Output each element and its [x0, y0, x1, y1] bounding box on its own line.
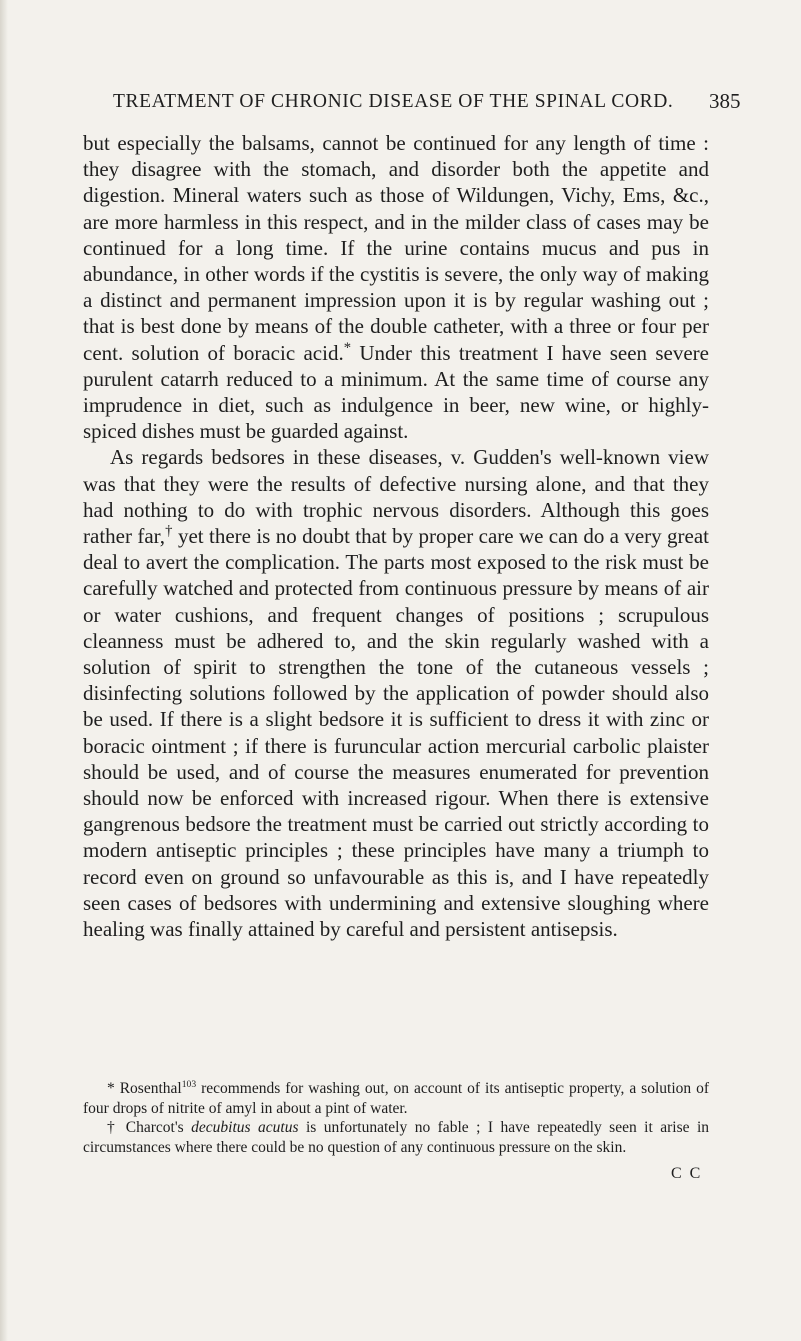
- page-number: 385: [709, 89, 741, 113]
- paragraph-2-end: yet there is no doubt that by proper care we can do a very great deal to avert the complication. The parts most exposed to the risk must be carefully watched and protected from continuous pressure by means of air or water cushions, and frequent changes of positions ; scrupulous cleanness must be adhered to, and the skin regularly washed with a solution of spirit to strengthen the tone of the cutaneous vessels ; disinfecting solutions followed by the application of powder should also be used. If there is a slight bedsore it is sufficient to dress it with zinc or boracic ointment ; if there is furuncular action mercurial carbolic plaister should be used, and of course the measures enumerated for prevention should now be enforced with increased rigour. When there is extensive gangrenous bedsore the treatment must be carried out strictly according to modern antiseptic principles ; these principles have many a triumph to record even on ground so unfavourable as this is, and I have repeatedly seen cases of bedsores with undermining and extensive sloughing where healing was finally attained by careful and persistent antisepsis.: [83, 524, 710, 942]
- footnote-ref-dagger: †: [165, 523, 173, 540]
- footnote-2-text-a: Charcot's: [118, 1119, 192, 1136]
- footnote-2-text-b: is unfortunately no fable ; I have repeatedly seen it arise in circumstances where there could be no question of any continuous pressure on the skin.: [83, 1119, 710, 1156]
- footnote-2-mark: †: [107, 1119, 119, 1136]
- footnote-2-italic: decubitus acutus: [191, 1119, 299, 1136]
- body-text: [83, 130, 709, 942]
- footnote-1-mark: *: [107, 1080, 115, 1097]
- paragraph-2-text: As regards bedsores in these diseases, v. Gudden's well-known view was that they were the results of defective nursing alone, and that they had nothing to do with trophic nervous disorders. Although this goes rather far,: [83, 445, 709, 549]
- footnote-1-text: recommends for washing out, on account of its antiseptic property, a solution of four drops of nitrite of amyl in about a pint of water.: [83, 1080, 709, 1117]
- footnotes: [83, 1079, 709, 1157]
- footnote-1: [83, 1079, 709, 1118]
- paragraph-1: [83, 130, 709, 444]
- paragraph-1-end: Under this treatment I have seen severe purulent catarrh reduced to a minimum. At the same time of course any imprudence in diet, such as indulgence in beer, new wine, or highly-spiced dishes must be guarded against.: [83, 340, 709, 444]
- footnote-1-reference: 103: [181, 1078, 197, 1090]
- paragraph-1-text: but especially the balsams, cannot be continued for any length of time : they disagree with the stomach, and disorder both the appetite and digestion. Mineral waters such as those of Wildungen, Vichy, Ems, &c., are more harmless in this respect, and in the milder class of cases may be continued for a long time. If the urine contains mucus and pus in abundance, in other words if the cystitis is severe, the only way of making a distinct and permanent impression upon it is by regular washing out ; that is best done by means of the double catheter, with a three or four per cent. solution of boracic acid.: [83, 131, 709, 365]
- footnote-1-name: Rosenthal: [114, 1080, 182, 1097]
- page-edge-shadow: [0, 0, 8, 1341]
- footnote-ref-asterisk: *: [343, 339, 352, 356]
- signature-mark: C C: [671, 1165, 703, 1182]
- footnote-2: [83, 1118, 709, 1157]
- paragraph-2: [83, 444, 709, 942]
- running-head: TREATMENT OF CHRONIC DISEASE OF THE SPINAL CORD.: [113, 91, 674, 112]
